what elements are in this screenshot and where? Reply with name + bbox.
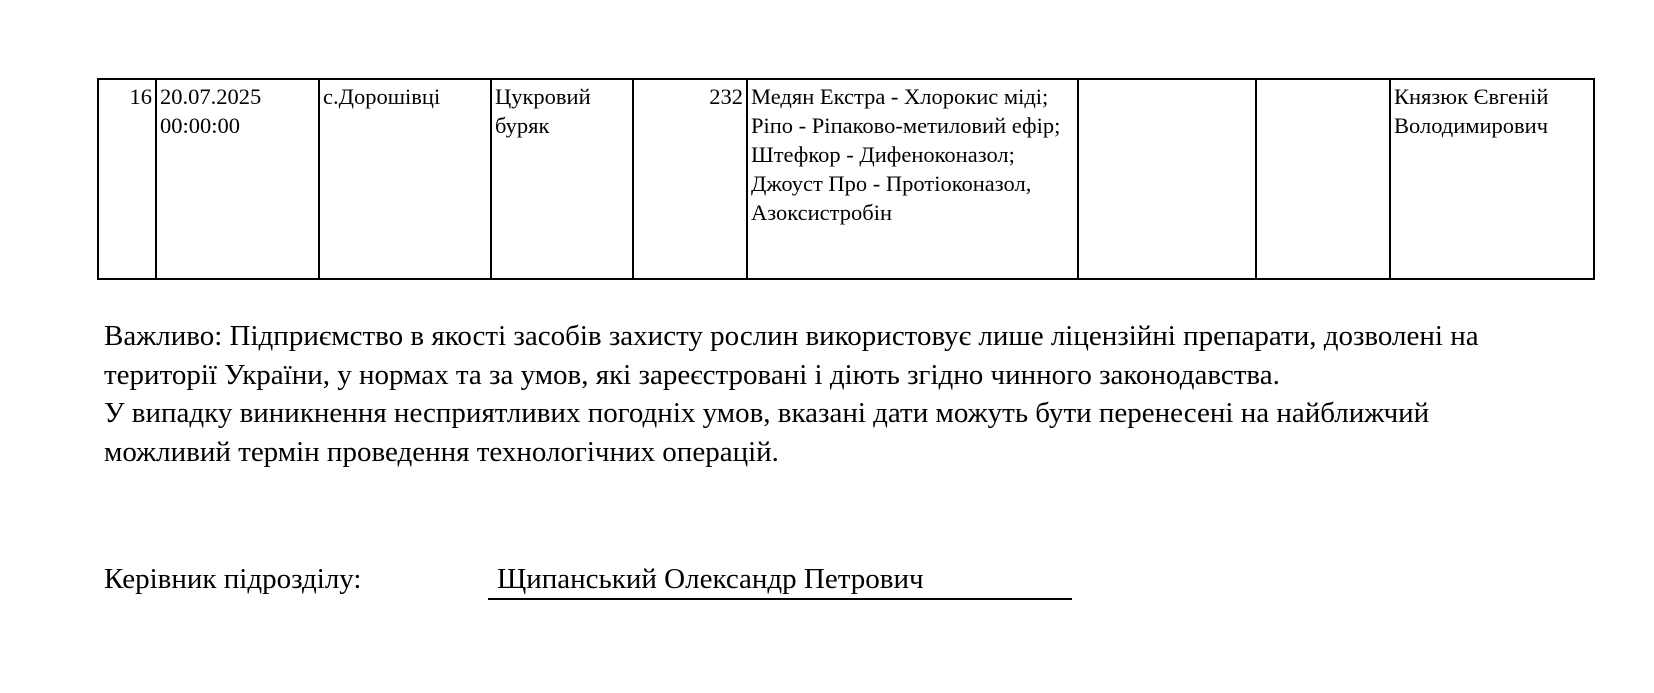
row-number-cell: 16 (98, 79, 156, 279)
empty-cell-8 (1256, 79, 1390, 279)
notice-paragraph-weather: У випадку виникнення несприятливих погодніх умов, вказані дати можуть бути перенесені на найближчий можливий термін проведення технологічних операцій. (104, 397, 1430, 468)
datetime-cell: 20.07.2025 00:00:00 (156, 79, 319, 279)
preparations-cell: Медян Екстра - Хлорокис міді; Ріпо - Ріпаково-метиловий ефір; Штефкор - Дифеноконазол; Джоуст Про - Протіоконазол, Азоксистробін (747, 79, 1078, 279)
location-cell: с.Дорошівці (319, 79, 491, 279)
signature-block (104, 560, 1104, 610)
treatment-table (97, 78, 1595, 280)
signature-label: Керівник підрозділу: (104, 563, 362, 595)
empty-cell-7 (1078, 79, 1256, 279)
responsible-cell: Князюк Євгеній Володимирович (1390, 79, 1594, 279)
notice-paragraph-license: Важливо: Підприємство в якості засобів захисту рослин використовує лише ліцензійні препарати, дозволені на території України, у нормах та за умов, які зареєстровані і діють згідно чинного законодавства. (104, 320, 1479, 391)
crop-cell: Цукровий буряк (491, 79, 633, 279)
important-notice (104, 317, 1524, 471)
signature-name: Щипанський Олександр Петрович (488, 560, 1072, 600)
treatment-table-container (97, 78, 1595, 280)
area-cell: 232 (633, 79, 747, 279)
table-row (98, 79, 1594, 279)
